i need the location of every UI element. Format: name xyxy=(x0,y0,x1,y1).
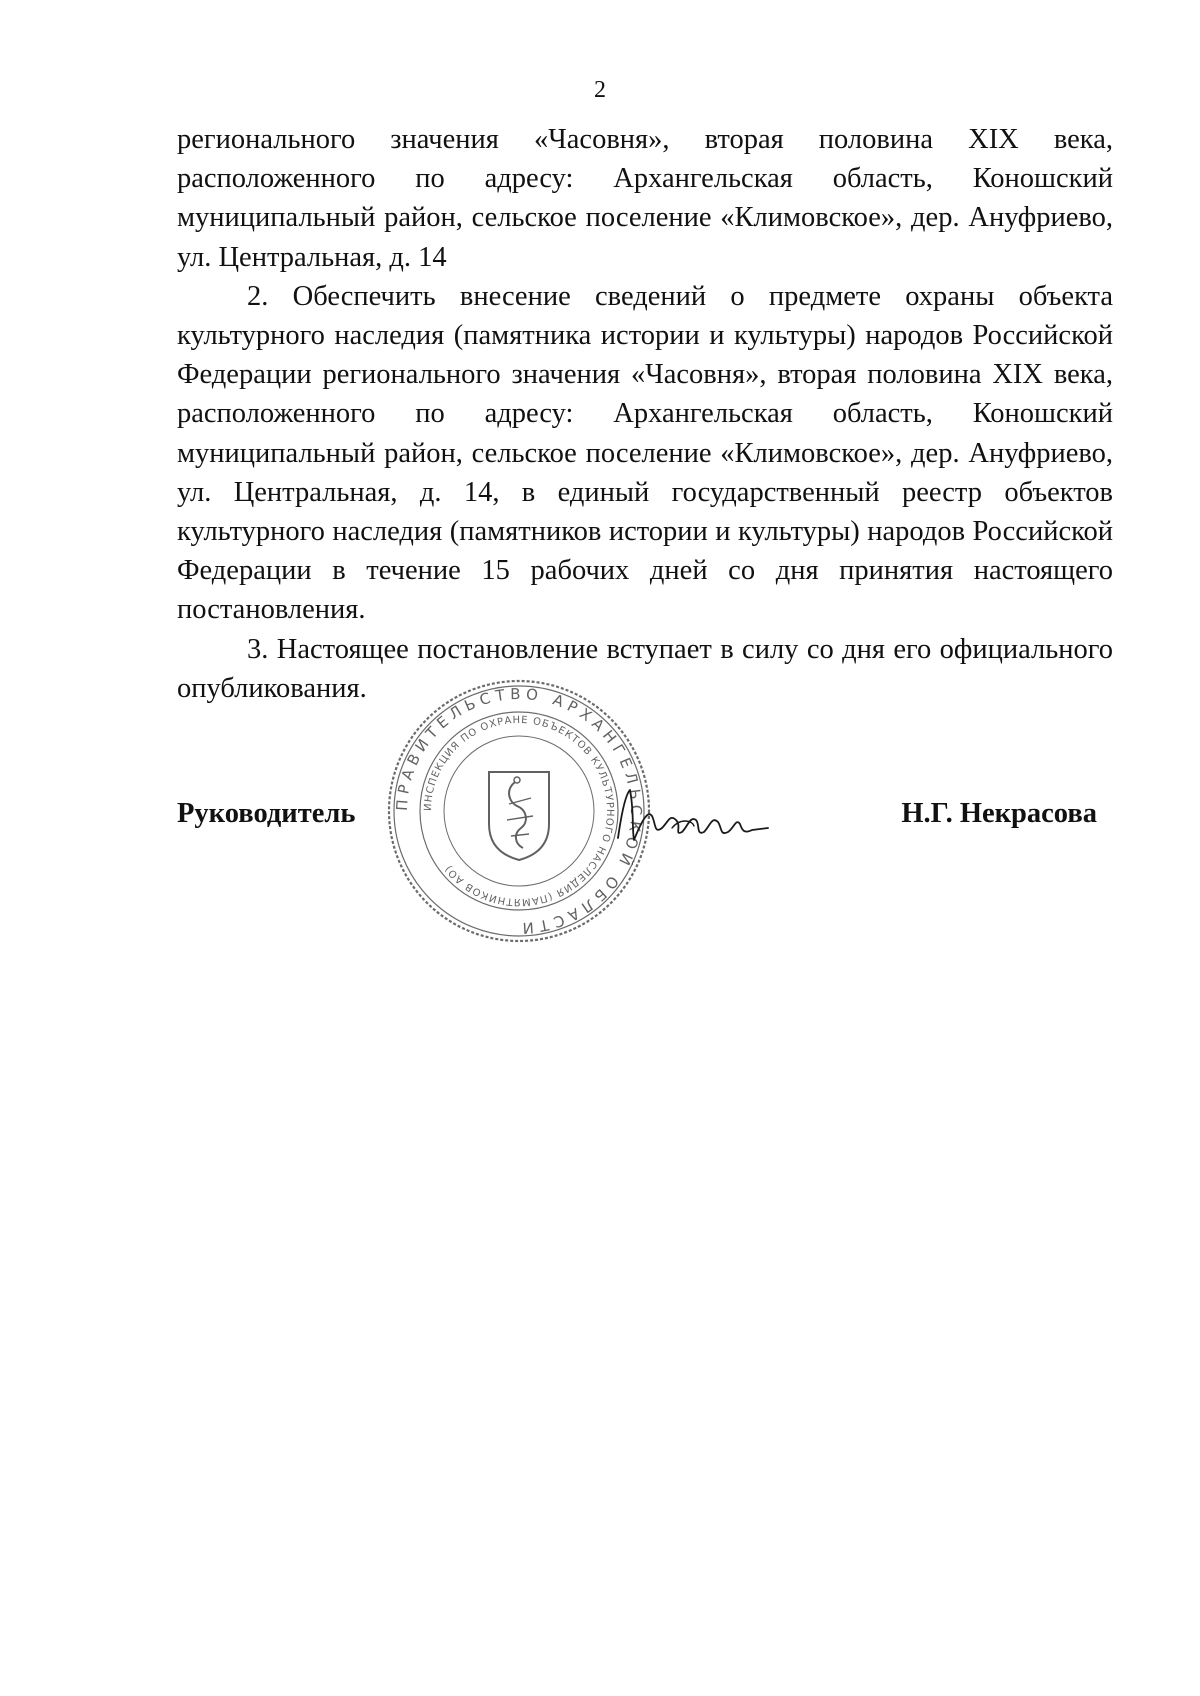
paragraph-continued: регионального значения «Часовня», вторая половина XIX века, расположенного по адресу: Архангельская область, Коношский муниципальный район, сельское поселение «Климовское», дер. Ануфриево, ул. Центральная, д. 14 xyxy=(177,124,1113,273)
paragraph-item-2: 2. Обеспечить внесение сведений о предмете охраны объекта культурного наследия (памятника истории и культуры) народов Российской Федерации регионального значения «Часовня», вторая половина XIX века, расположенного по адресу: Архангельская область, Коношский муниципальный район, сельское поселение «Климовское», дер. Ануфриево, ул. Центральная, д. 14, в единый государственный реестр объектов культурного наследия (памятников истории и культуры) народов Российской Федерации в течение 15 рабочих дней со дня принятия настоящего постановления. xyxy=(177,280,1113,626)
seal-inner-text: ИНСПЕКЦИЯ ПО ОХРАНЕ ОБЪЕКТОВ КУЛЬТУРНОГО НАСЛЕДИЯ (ПАМЯТНИКОВ АО) xyxy=(422,714,616,908)
paragraph-item-3: 3. Настоящее постановление вступает в силу со дня его официального опубликования. xyxy=(177,633,1113,704)
coat-of-arms-icon xyxy=(489,772,549,860)
signatory-title: Руководитель xyxy=(177,798,356,829)
signatory-name: Н.Г. Некрасова xyxy=(901,798,1097,829)
seal-outer-text: ПРАВИТЕЛЬСТВО АРХАНГЕЛЬСКОЙ ОБЛАСТИ xyxy=(392,684,646,938)
svg-text:ИНСПЕКЦИЯ ПО ОХРАНЕ ОБЪЕКТОВ К xyxy=(423,715,615,907)
handwritten-signature xyxy=(612,780,772,850)
document-body xyxy=(177,120,1113,708)
page-number: 2 xyxy=(594,77,606,103)
